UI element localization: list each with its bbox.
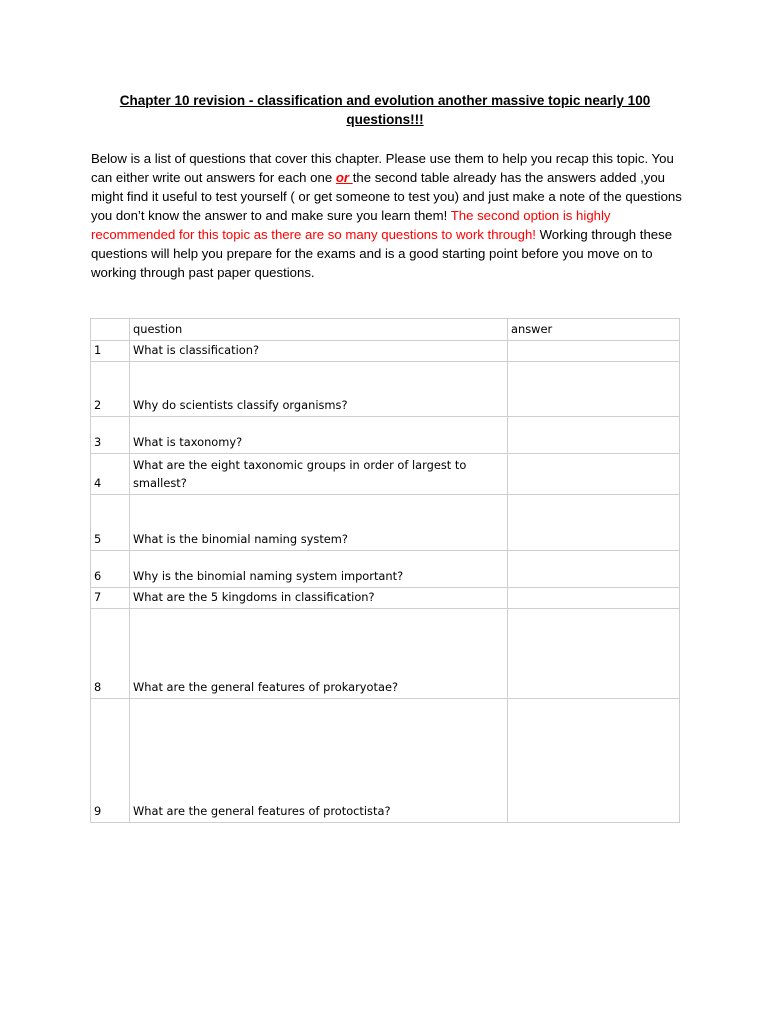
row-answer <box>508 341 680 362</box>
row-answer <box>508 417 680 454</box>
table-header-row <box>91 319 680 341</box>
table-row <box>91 699 680 823</box>
intro-or-emphasis: or <box>335 170 353 185</box>
table-row <box>91 341 680 362</box>
row-number: 8 <box>91 609 130 699</box>
row-number: 5 <box>91 495 130 551</box>
row-question: What is taxonomy? <box>130 417 508 454</box>
row-question: What are the general features of prokaryotae? <box>130 609 508 699</box>
header-answer: answer <box>508 319 680 341</box>
row-number: 4 <box>91 454 130 495</box>
row-answer <box>508 362 680 417</box>
table-row <box>91 362 680 417</box>
row-question: What is the binomial naming system? <box>130 495 508 551</box>
table-row <box>91 417 680 454</box>
table-row <box>91 551 680 588</box>
intro-text-2: the second table already has the answers added ,you might find it useful to test yourself ( or get someone to test you) and just make a note of the questions you don’t know the answer to and make sure you learn them! <box>91 170 682 223</box>
row-answer <box>508 551 680 588</box>
row-answer <box>508 454 680 495</box>
header-question: question <box>130 319 508 341</box>
document-title: Chapter 10 revision - classification and evolution another massive topic nearly 100 questions!!! <box>119 93 651 127</box>
row-number: 7 <box>91 588 130 609</box>
row-question: What is classification? <box>130 341 508 362</box>
row-answer <box>508 588 680 609</box>
intro-text-1: Below is a list of questions that cover this chapter. Please use them to help you recap this topic. You can either write out answers for each one <box>91 151 674 185</box>
row-question: What are the eight taxonomic groups in order of largest to smallest? <box>130 454 508 495</box>
table-row <box>91 588 680 609</box>
row-question: What are the 5 kingdoms in classification? <box>130 588 508 609</box>
intro-recommendation: The second option is highly recommended for this topic as there are so many questions to work through! <box>91 208 611 242</box>
row-number: 3 <box>91 417 130 454</box>
row-answer <box>508 495 680 551</box>
row-answer <box>508 609 680 699</box>
intro-paragraph <box>91 149 691 282</box>
table-row <box>91 495 680 551</box>
row-number: 1 <box>91 341 130 362</box>
questions-table <box>90 318 680 823</box>
row-question: What are the general features of protoctista? <box>130 699 508 823</box>
header-number <box>91 319 130 341</box>
row-question: Why is the binomial naming system important? <box>130 551 508 588</box>
table-row <box>91 609 680 699</box>
row-number: 2 <box>91 362 130 417</box>
row-number: 6 <box>91 551 130 588</box>
intro-text-3: Working through these questions will help you prepare for the exams and is a good starting point before you move on to working through past paper questions. <box>91 227 673 280</box>
row-answer <box>508 699 680 823</box>
row-question: Why do scientists classify organisms? <box>130 362 508 417</box>
row-number: 9 <box>91 699 130 823</box>
table-row <box>91 454 680 495</box>
